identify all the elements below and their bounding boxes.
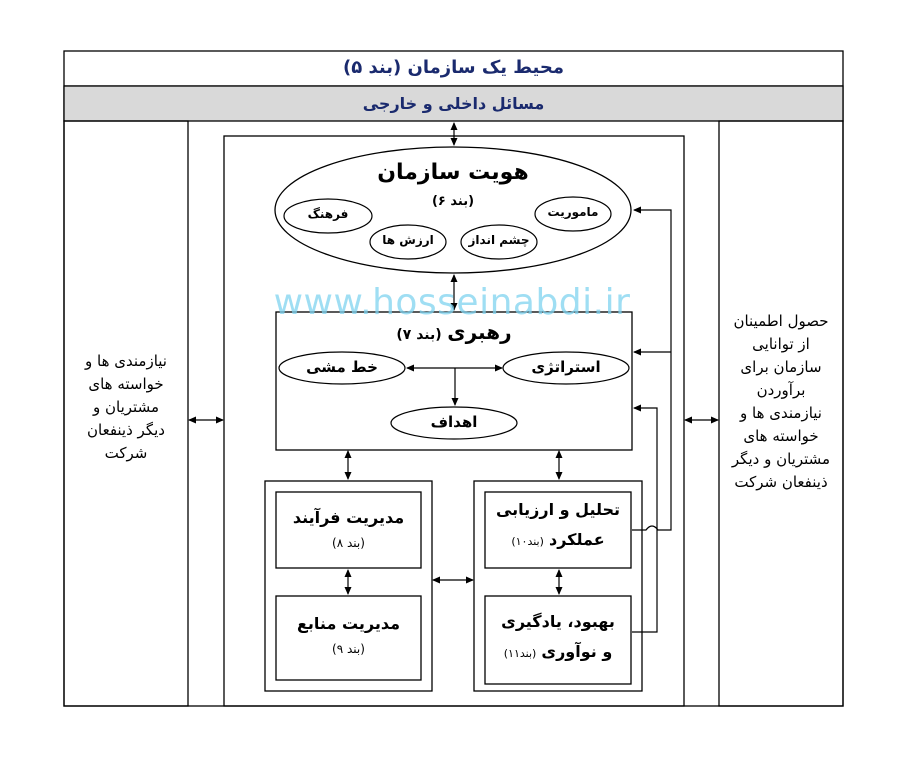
left-panel-text: [68, 350, 184, 465]
feedback-performance-loop: [632, 210, 671, 530]
page-title: محیط یک سازمان (بند ۵): [342, 57, 565, 78]
right-line: سازمان برای: [740, 358, 822, 376]
right-line: ذینفعان شرکت: [734, 473, 828, 491]
policy-label: خط مشی: [306, 358, 378, 376]
identity-clause: (بند ۶): [431, 194, 475, 209]
resource-mgmt-clause: (بند ۹): [332, 642, 365, 656]
feedback-improvement-loop: [632, 408, 657, 632]
left-line: شرکت: [104, 444, 148, 462]
strategy-label: استراتژی: [531, 358, 601, 376]
mission-label: ماموریت: [547, 205, 599, 219]
improvement-line2: و نوآوری: [541, 642, 613, 661]
right-line: نیازمندی ها و: [740, 404, 822, 422]
objectives-label: اهداف: [430, 413, 478, 431]
right-line: برآوردن: [756, 381, 806, 399]
performance-clause: (بند۱۰): [511, 535, 544, 548]
improvement-line1: بهبود، یادگیری: [501, 612, 615, 631]
right-line: حصول اطمینان: [733, 312, 829, 330]
left-line: نیازمندی ها و: [85, 352, 167, 370]
watermark: www.hosseinabdi.ir: [273, 282, 631, 323]
process-mgmt-box: [276, 492, 421, 568]
left-line: مشتریان و: [93, 398, 159, 416]
performance-line2-row: [485, 530, 631, 549]
right-line: خواسته های: [743, 427, 819, 445]
process-mgmt-clause: (بند ۸): [332, 536, 365, 550]
performance-line1: تحلیل و ارزیابی: [495, 500, 621, 519]
culture-label: فرهنگ: [307, 207, 349, 221]
resource-mgmt-title: مدیریت منابع: [296, 614, 400, 633]
resource-mgmt-box: [276, 596, 421, 680]
leadership-clause: (بند ۷): [396, 327, 442, 343]
leadership-heading: [354, 320, 554, 344]
left-line: دیگر ذینفعان: [87, 421, 165, 439]
improvement-box: [485, 596, 631, 684]
performance-line2: عملکرد: [549, 530, 605, 549]
right-line: مشتریان و دیگر: [731, 450, 831, 468]
improvement-line2-row: [485, 642, 631, 661]
leadership-title: رهبری: [447, 320, 512, 344]
process-mgmt-title: مدیریت فرآیند: [292, 508, 405, 527]
subtitle-label: مسائل داخلی و خارجی: [362, 94, 545, 113]
right-line: از توانایی: [752, 335, 810, 353]
left-line: خواسته های: [88, 375, 164, 393]
improvement-clause: (بند۱۱): [503, 647, 537, 660]
vision-label: چشم انداز: [468, 233, 530, 247]
identity-title: هویت سازمان: [377, 160, 529, 185]
values-label: ارزش ها: [382, 233, 434, 247]
right-panel-text: [721, 310, 841, 494]
